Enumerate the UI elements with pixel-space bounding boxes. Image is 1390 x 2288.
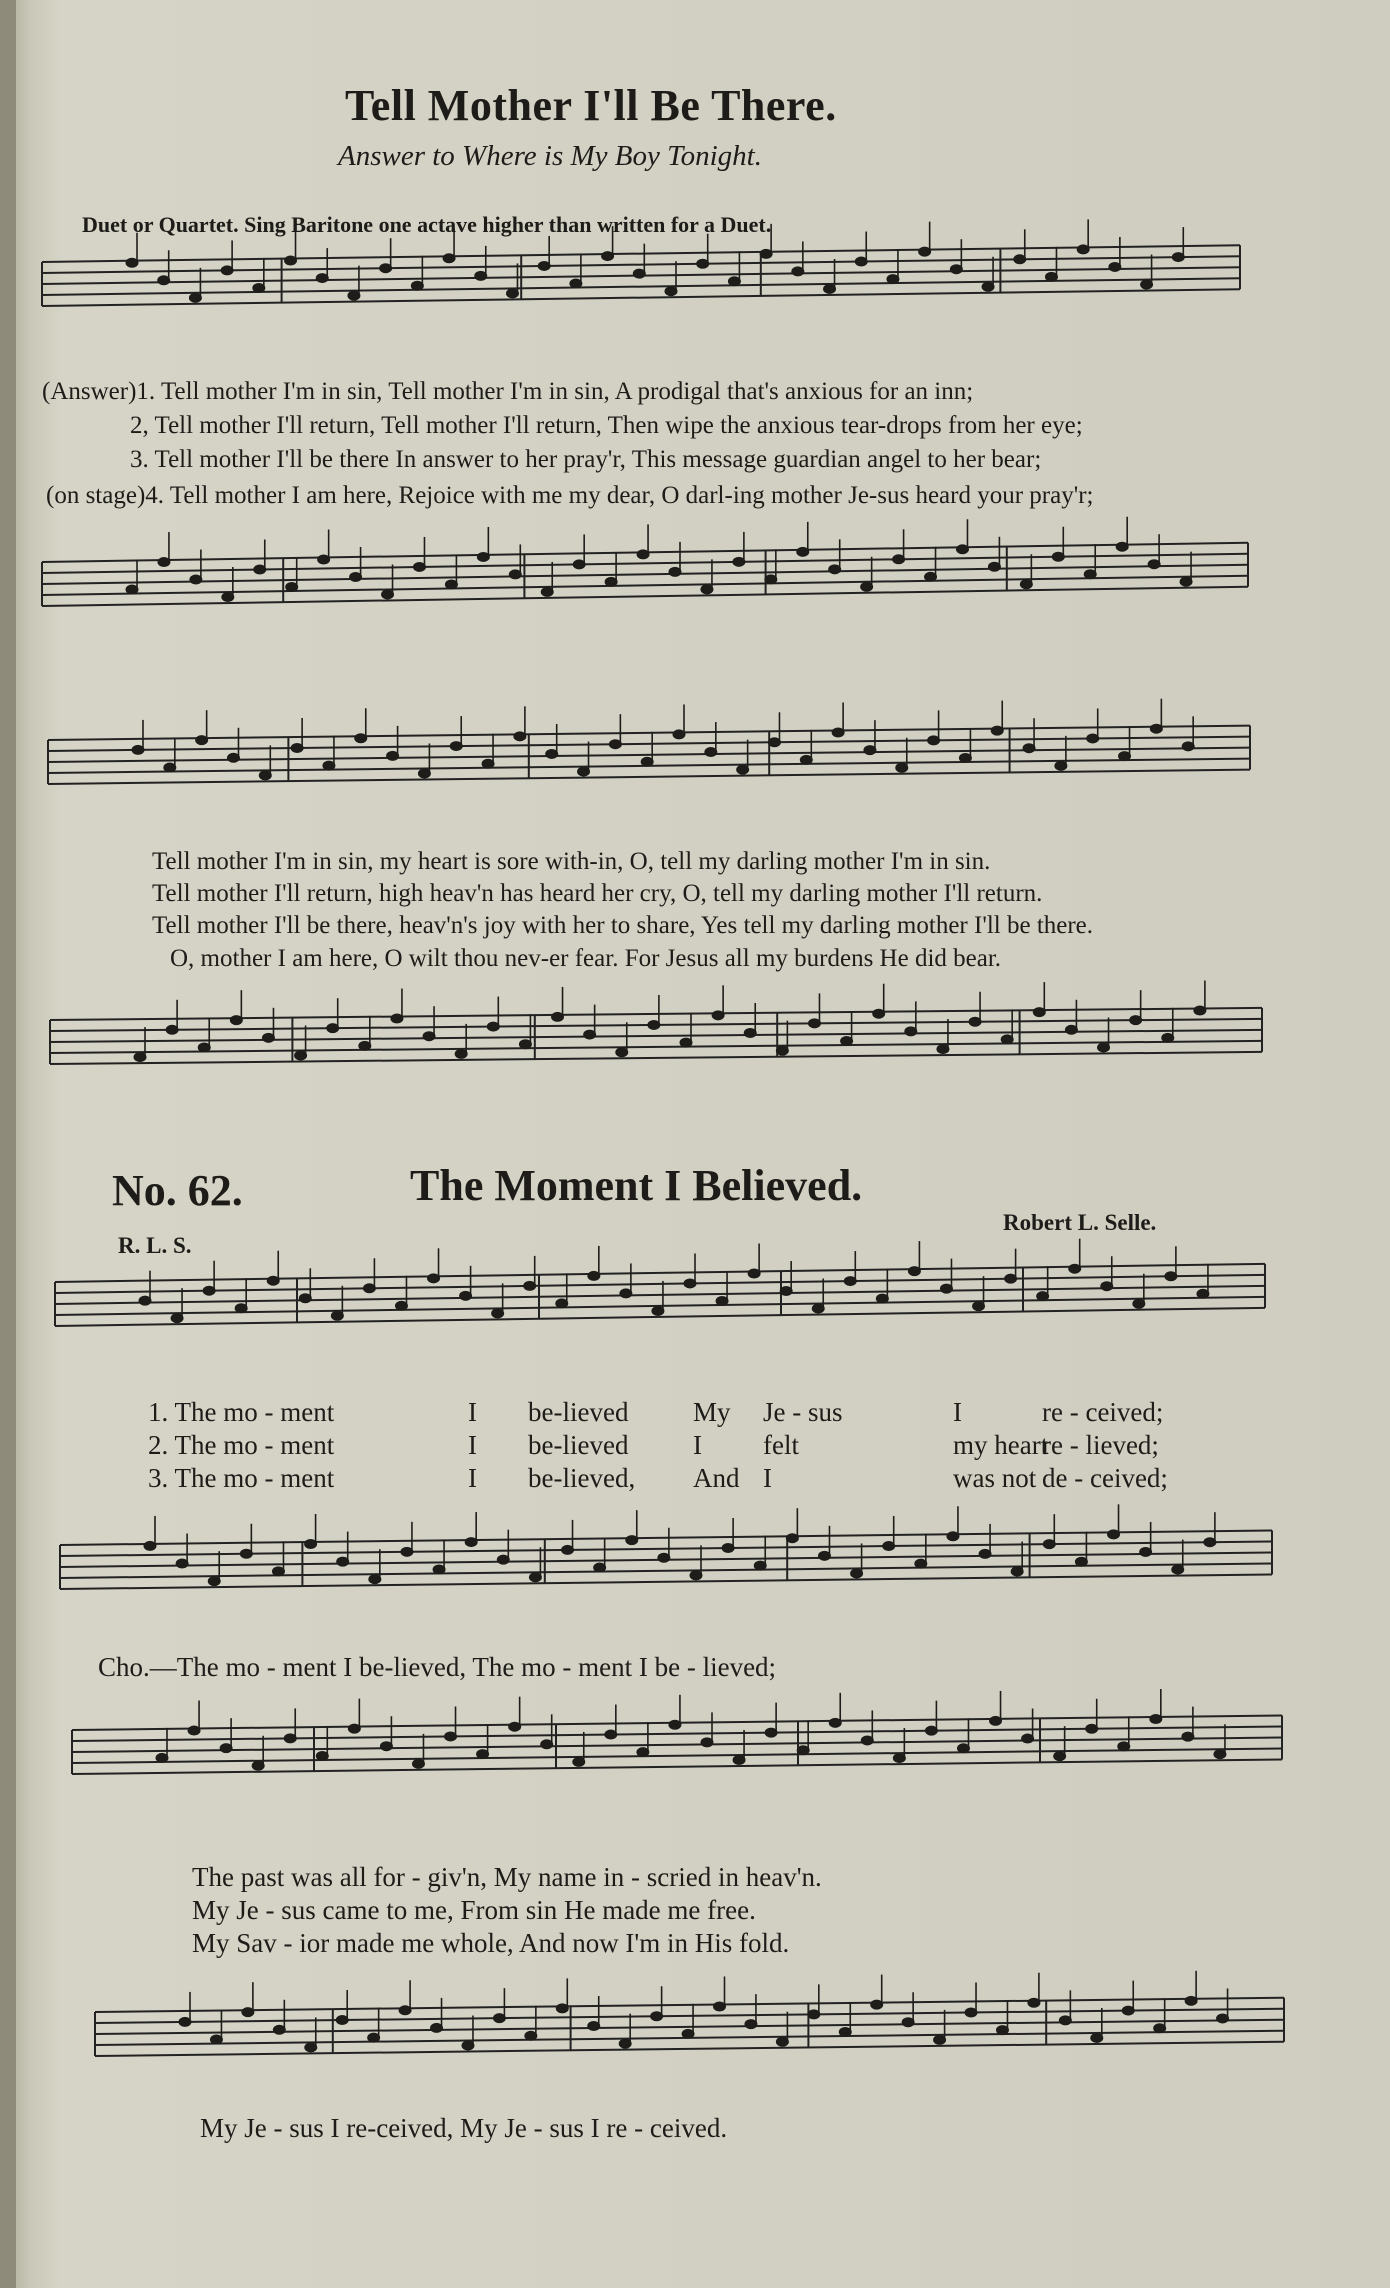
song2-lyric-word: re - lieved; — [1042, 1430, 1159, 1460]
song1-verse2-1: Tell mother I'm in sin, my heart is sore with-in, O, tell my darling mother I'm in sin. — [152, 848, 991, 875]
song1-instruction: Duet or Quartet. Sing Baritone one actave higher than written for a Duet. — [82, 212, 772, 237]
song1-subtitle: Answer to Where is My Boy Tonight. — [338, 140, 762, 172]
song2-lyric-word: 1. The mo - ment — [148, 1397, 335, 1427]
song2-lyric-word: I — [468, 1430, 477, 1460]
song2-lyric-word: my heart — [953, 1430, 1049, 1460]
song2-lyric-word: was not — [953, 1463, 1037, 1493]
staff-line — [42, 576, 1248, 595]
song2-lyric-word: I — [468, 1463, 477, 1493]
song2-lyric-word: I — [763, 1463, 772, 1493]
staff-line — [55, 1264, 1265, 1282]
song2-lyric-word: Je - sus — [763, 1397, 843, 1427]
song2-verse2-3: My Sav - ior made me whole, And now I'm in His fold. — [192, 1928, 790, 1958]
staff-line — [50, 1041, 1262, 1053]
song2-lyric-word: be-lieved — [528, 1397, 629, 1427]
song1-verse-2: 2, Tell mother I'll return, Tell mother I'll return, Then wipe the anxious tear-drops from her eye; — [130, 412, 1083, 439]
song2-lyric-word: be-lieved — [528, 1430, 629, 1460]
staff-line — [50, 1030, 1262, 1042]
staff-line — [95, 1998, 1284, 2012]
song2-number: No. 62. — [112, 1166, 243, 1215]
staff-line — [55, 1275, 1265, 1293]
song1-verse-4: (on stage)4. Tell mother I am here, Rejoice with me my dear, O darl-ing mother Je-sus heard your pray'r; — [46, 482, 1094, 509]
staff-line — [55, 1286, 1265, 1304]
song1-title: Tell Mother I'll Be There. — [345, 81, 837, 130]
song2-lyric-word: re - ceived; — [1042, 1397, 1164, 1427]
song2-lyric-word: 2. The mo - ment — [148, 1430, 335, 1460]
staff-line — [95, 2009, 1284, 2023]
staff-line — [42, 565, 1248, 584]
song2-initials: R. L. S. — [118, 1233, 192, 1258]
song2-title: The Moment I Believed. — [410, 1161, 863, 1210]
staff-line — [50, 1052, 1262, 1064]
song1-verse2-3: Tell mother I'll be there, heav'n's joy with her to share, Yes tell my darling mother I'll be there. — [152, 912, 1094, 939]
song2-verse2-1: The past was all for - giv'n, My name in - scried in heav'n. — [192, 1862, 822, 1892]
song2-lyric-word: de - ceived; — [1042, 1463, 1168, 1493]
song2-author: Robert L. Selle. — [1003, 1210, 1157, 1235]
song2-lyric-word: And — [693, 1463, 740, 1493]
song1-verse2-4: O, mother I am here, O wilt thou nev-er fear. For Jesus all my burdens He did bear. — [170, 945, 1002, 972]
song2-lyric-word: I — [953, 1397, 962, 1427]
song2-lyric-word: felt — [763, 1430, 799, 1460]
song2-lyric-word: My — [693, 1397, 731, 1427]
song1-verse-3: 3. Tell mother I'll be there In answer to her pray'r, This message guardian angel to her bear; — [130, 446, 1042, 473]
song2-lyric-word: I — [468, 1397, 477, 1427]
song2-chorus-label: Cho.—The mo - ment I be-lieved, The mo - ment I be - lieved; — [98, 1652, 777, 1682]
song2-verse2-2: My Je - sus came to me, From sin He made me free. — [192, 1895, 756, 1925]
song2-lyric-word: 3. The mo - ment — [148, 1463, 335, 1493]
song2-chorus-end: My Je - sus I re-ceived, My Je - sus I re - ceived. — [200, 2113, 728, 2143]
song2-lyric-word: be-lieved, — [528, 1463, 636, 1493]
song1-verse-1: (Answer)1. Tell mother I'm in sin, Tell mother I'm in sin, A prodigal that's anxious for an inn; — [42, 378, 974, 405]
staff-line — [95, 2042, 1284, 2056]
song2-lyric-word: I — [693, 1430, 702, 1460]
song1-verse2-2: Tell mother I'll return, high heav'n has heard her cry, O, tell my darling mother I'll return. — [152, 880, 1043, 907]
